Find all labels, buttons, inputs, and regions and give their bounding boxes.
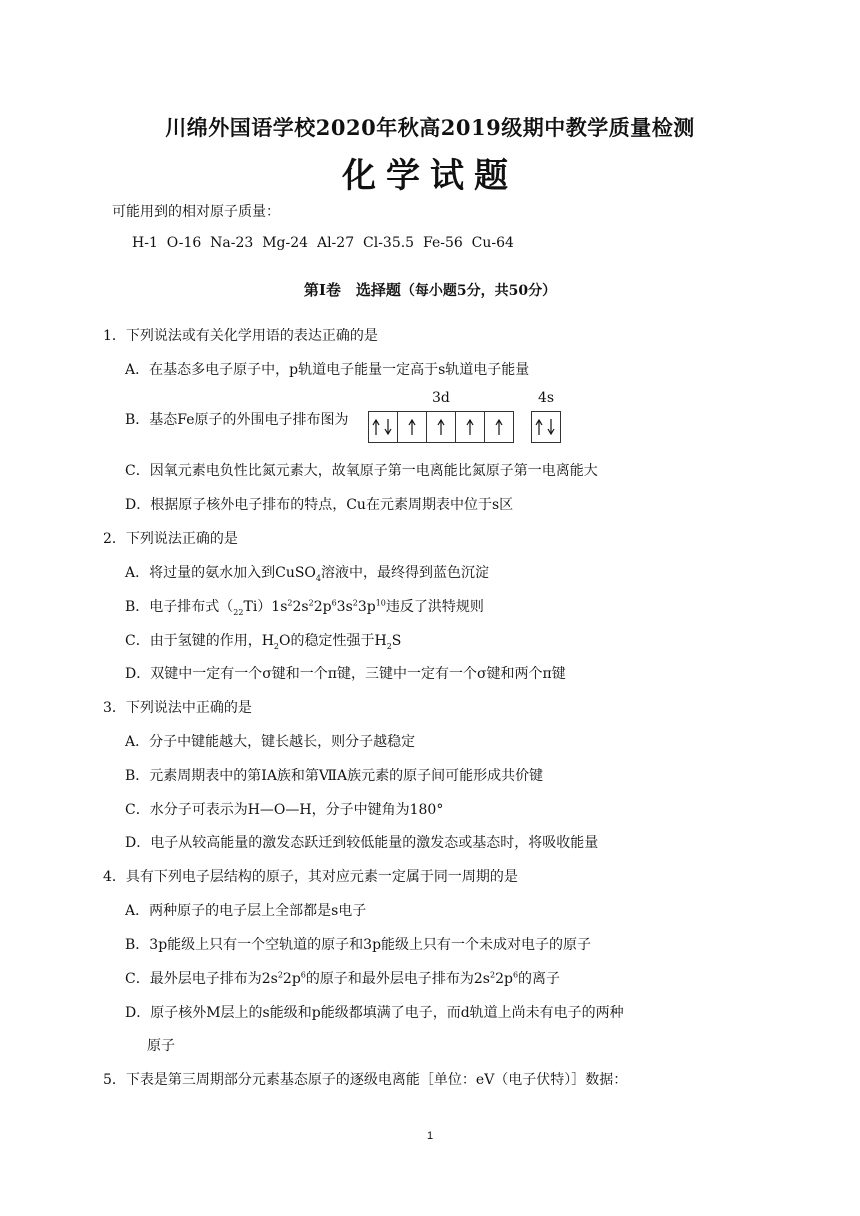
q2-option-b <box>125 596 484 616</box>
subject-title: 化学试题 <box>342 156 518 196</box>
q4-option-d-line1: D．原子核外M层上的s能级和p能级都填满了电子，而d轨道上尚未有电子的两种 <box>125 1005 624 1021</box>
q5-stem: 5．下表是第三周期部分元素基态原子的逐级电离能［单位：eV（电子伏特）］数据： <box>103 1072 628 1088</box>
orbital-box-single <box>485 412 513 442</box>
q4-c-sup3: 2 <box>489 970 496 980</box>
orbital-label-3d: 3d <box>432 390 450 406</box>
q3-option-d: D．电子从较高能量的激发态跃迁到较低能量的激发态或基态时，将吸收能量 <box>125 835 599 851</box>
q4-c-sup1: 2 <box>277 970 283 980</box>
q2-a-text-end: 溶液中，最终得到蓝色沉淀 <box>321 565 490 581</box>
up-arrow-icon <box>466 419 474 435</box>
section-note: （每小题5分，共50分） <box>400 283 557 299</box>
q2-c-sub2: 2 <box>386 641 392 651</box>
q4-c-text-3: 的原子和最外层电子排布为2s <box>305 971 490 987</box>
up-arrow-icon <box>535 419 543 435</box>
q4-c-sup4: 6 <box>512 970 519 980</box>
q4-option-a: A．两种原子的电子层上全部都是s电子 <box>125 903 367 919</box>
q4-option-d-line2: 原子 <box>147 1038 175 1054</box>
q4-option-c <box>125 968 560 988</box>
q2-a-subscript: 4 <box>315 573 322 583</box>
q2-option-d: D．双键中一定有一个σ键和一个π键，三键中一定有一个σ键和两个π键 <box>125 666 566 682</box>
orbital-box-single <box>456 412 485 442</box>
q3-option-b: B．元素周期表中的第ⅠA族和第ⅦA族元素的原子间可能形成共价键 <box>125 768 544 784</box>
q2-b-atomic-number: 22 <box>233 607 244 617</box>
q2-c-sub1: 2 <box>273 641 280 651</box>
q2-option-a <box>125 562 489 582</box>
down-arrow-icon <box>547 419 555 435</box>
q4-stem: 4．具有下列电子层结构的原子，其对应元素一定属于同一周期的是 <box>103 869 518 885</box>
q2-b-element: Ti）1s <box>243 599 288 615</box>
atomic-mass-label: 可能用到的相对原子质量： <box>112 204 280 220</box>
q3-option-a: A．分子中键能越大，键长越长，则分子越稳定 <box>125 734 416 750</box>
section-title: 第Ⅰ卷 选择题 <box>303 281 401 299</box>
orbital-diagram-3d <box>368 411 514 443</box>
q1-option-b: B．基态Fe原子的外围电子排布图为 <box>125 412 349 428</box>
section-heading <box>0 279 860 300</box>
atomic-mass-values: H-1 O-16 Na-23 Mg-24 Al-27 Cl-35.5 Fe-56 Cu-64 <box>132 235 514 251</box>
up-arrow-icon <box>495 419 503 435</box>
q4-c-text: C．最外层电子排布为2s <box>125 971 278 987</box>
orbital-label-4s: 4s <box>538 390 555 406</box>
q4-c-sup2: 6 <box>300 970 306 980</box>
q4-c-text-2: 2p <box>282 971 301 987</box>
q2-b-text: B．电子排布式（ <box>125 599 234 615</box>
q1-option-c: C．因氧元素电负性比氮元素大，故氧原子第一电离能比氮原子第一电离能大 <box>125 463 598 479</box>
q2-b-config: $2s^22p^63s^23p^{10}$ <box>292 598 386 615</box>
q4-option-b: B．3p能级上只有一个空轨道的原子和3p能级上只有一个未成对电子的原子 <box>125 937 592 953</box>
q4-c-text-4: 2p <box>495 971 513 987</box>
q1-option-a: A．在基态多电子原子中，p轨道电子能量一定高于s轨道电子能量 <box>125 362 530 378</box>
orbital-diagram-4s <box>531 411 561 443</box>
q2-a-text: A．将过量的氨水加入到CuSO <box>125 565 316 581</box>
up-arrow-icon <box>408 419 416 435</box>
q2-b-text-end: 违反了洪特规则 <box>385 599 484 615</box>
q2-stem: 2．下列说法正确的是 <box>103 531 238 547</box>
q3-stem: 3．下列说法中正确的是 <box>103 700 252 716</box>
down-arrow-icon <box>384 419 392 435</box>
q3-option-c: C．水分子可表示为H—O—H，分子中键角为180° <box>125 802 444 818</box>
q1-stem: 1．下列说法或有关化学用语的表达正确的是 <box>103 328 378 344</box>
orbital-box-single <box>427 412 456 442</box>
exam-title: 川绵外国语学校2020年秋高2019级期中教学质量检测 <box>165 115 695 140</box>
orbital-box-paired <box>369 412 398 442</box>
q2-b-sup: 2 <box>287 598 293 608</box>
orbital-box-single <box>398 412 427 442</box>
q1-option-d: D．根据原子核外电子排布的特点，Cu在元素周期表中位于s区 <box>125 497 514 513</box>
q2-c-text-mid: O的稳定性强于H <box>279 633 387 649</box>
q2-option-c <box>125 630 401 650</box>
q2-c-text-end: S <box>391 633 402 649</box>
page-number: 1 <box>426 1130 434 1142</box>
orbital-box-paired <box>532 412 560 442</box>
up-arrow-icon <box>437 419 445 435</box>
q2-c-text: C．由于氢键的作用，H <box>125 633 274 649</box>
q4-c-text-end: 的离子 <box>518 971 561 987</box>
up-arrow-icon <box>372 419 380 435</box>
